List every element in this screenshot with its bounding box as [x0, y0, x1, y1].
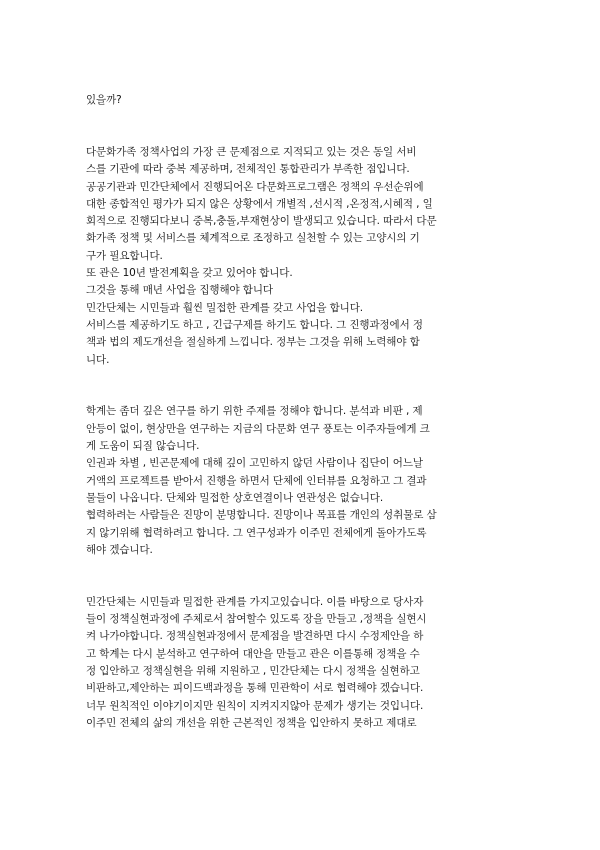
text-line: 다문화가족 정책사업의 가장 큰 문제점으로 지적되고 있는 것은 동일 서비 [86, 145, 417, 158]
text-line: 물들이 나옵니다. 단체와 밀접한 상호연결이나 연관성은 없습니다. [86, 491, 384, 504]
text-line: 이주민 전체의 삶의 개선을 위한 근본적인 정책을 입안하지 못하고 제대로 [86, 716, 417, 729]
text-line: 민간단체는 시민들과 훨씬 밀접한 관계를 갖고 사업을 합니다. [86, 301, 363, 314]
text-line: 정 입안하고 정책실현을 위해 지원하고 , 민간단체는 다시 정책을 실현하고 [86, 664, 420, 677]
text-line: 대한 종합적인 평가가 되지 않은 상황에서 개별적 ,선시적 ,온정적,시혜적 , 일 [86, 197, 433, 210]
text-line: 학계는 좀더 깊은 연구를 하기 위한 주제를 정해야 합니다. 분석과 비판 , 제 [86, 405, 423, 418]
text-line: 인권과 차별 , 빈곤문제에 대해 깊이 고민하지 않던 사람이나 집단이 어느날 [86, 457, 423, 470]
text-line: 안등이 없이, 현상만을 연구하는 지금의 다문화 연구 풍토는 이주자들에게 크 [86, 422, 430, 435]
text-line: 그것을 통해 매년 사업을 집행해야 합니다 [86, 284, 273, 297]
text-line: 회적으로 진행되다보니 중복,충돌,부재현상이 발생되고 있습니다. 따라서 다문 [86, 215, 437, 228]
text-line: 민간단체는 시민들과 밀접한 관계를 가지고있습니다. 이를 바탕으로 당사자 [86, 595, 424, 608]
text-line: 협력하려는 사람들은 진망이 분명합니다. 진망이나 목표를 개인의 성취물로 삼 [86, 509, 437, 522]
text-line: 서비스를 제공하기도 하고 , 긴급구제를 하기도 합니다. 그 진행과정에서 정 [86, 318, 423, 331]
text-line: 스를 기관에 따라 중복 제공하며, 전체적인 통합관리가 부족한 점입니다. [86, 163, 410, 176]
text-line: 화가족 정책 및 서비스를 체계적으로 조정하고 실천할 수 있는 고양시의 기 [86, 232, 420, 245]
text-line: 있을까? [86, 94, 122, 106]
text-line: 니다. [86, 353, 110, 366]
text-line: 책과 법의 제도개선을 절실하게 느낍니다. 정부는 그것을 위해 노력해야 합 [86, 336, 420, 349]
text-line: 켜 나가야합니다. 정책실현과정에서 문제점을 발견하면 다시 수정제안을 하 [86, 630, 424, 643]
text-line: 들이 정책실현과정에 주체로서 참여할수 있도록 장을 만들고 ,정책을 실현시 [86, 613, 427, 625]
text-line: 게 도움이 되질 않습니다. [86, 440, 200, 452]
text-line: 공공기관과 민간단체에서 진행되어온 다문화프로그램은 정책의 우선순위에 [86, 180, 424, 193]
text-line: 구가 필요합니다. [86, 249, 163, 262]
text-line: 해야 겠습니다. [86, 543, 153, 556]
text-line: 비판하고,제안하는 피이드백과정을 통해 민관학이 서로 협력해야 겠습니다. [86, 682, 424, 695]
text-line: 또 관은 10년 발전계획을 갖고 있어야 합니다. [86, 267, 293, 279]
text-line: 거액의 프로젝트를 받아서 진행을 하면서 단체에 인터뷰를 요청하고 그 결과 [86, 474, 427, 487]
text-line: 너무 원칙적인 이야기이지만 원칙이 지켜지지않아 문제가 생기는 것입니다. [86, 699, 424, 712]
text-line: 지 않기위해 협력하려고 합니다. 그 연구성과가 이주민 전체에게 돌아가도록 [86, 526, 427, 539]
text-line: 고 학계는 다시 분석하고 연구하여 대안을 만들고 관은 이를통해 정책을 수 [86, 647, 420, 660]
